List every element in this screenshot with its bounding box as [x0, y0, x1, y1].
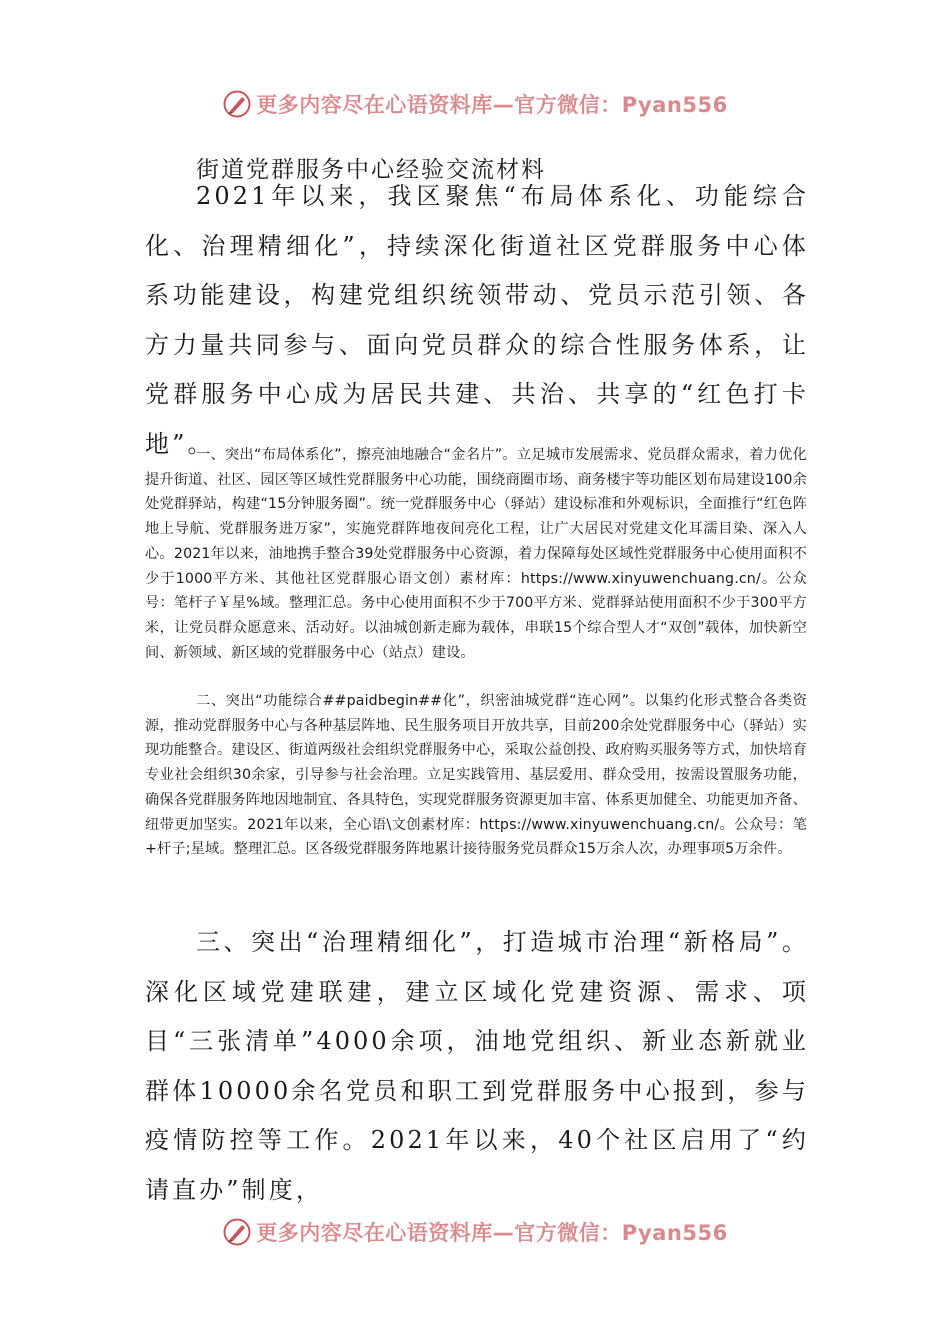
section-three-paragraph: 三、突出“治理精细化”，打造城市治理“新格局”。深化区域党建联建，建立区域化党建资源、需求、项目“三张清单”4000余项，油地党组织、新业态新就业群体10000余名党员和职工到党群服务中心报到，参与疫情防控等工作。2021年以来，40个社区启用了“约请直办”制度，: [145, 928, 809, 1204]
section-two-paragraph: 二、突出“功能综合##paidbegin##化”，织密油城党群“连心网”。以集约化形式整合各类资源，推动党群服务中心与各种基层阵地、民生服务项目开放共享，目前200余处党群服务中心（驿站）实现功能整合。建设区、街道两级社会组织党群服务中心，采取公益创投、政府购买服务等方式，加快培育专业社会组织30余家，引导参与社会治理。立足实践管用、基层爱用、群众受用，按需设置服务功能，确保各党群服务阵地因地制宜、各具特色，实现党群服务资源更加丰富、体系更加健全、功能更加齐备、纽带更加坚实。2021年以来，全心语\文创素材库：https://www.xinyuwenchuang.cn/。公众号：笔+杆子;星域。整理汇总。区各级党群服务阵地累计接待服务党员群众15万余人次，办理事项5万余件。: [145, 693, 807, 858]
pen-logo-icon: [222, 1217, 252, 1247]
watermark-text: 更多内容尽在心语资料库—官方微信：Pyan556: [256, 1221, 728, 1245]
document-title: 街道党群服务中心经验交流材料: [196, 157, 546, 183]
watermark-text: 更多内容尽在心语资料库—官方微信：Pyan556: [256, 93, 728, 117]
footer-watermark: [0, 1212, 950, 1252]
pen-logo-icon: [222, 89, 252, 119]
intro-paragraph: 2021年以来，我区聚焦“布局体系化、功能综合化、治理精细化”，持续深化街道社区党群服务中心体系功能建设，构建党组织统领带动、党员示范引领、各方力量共同参与、面向党员群众的综合性服务体系，让党群服务中心成为居民共建、共治、共享的“红色打卡地”。: [145, 182, 809, 458]
header-watermark: [0, 84, 950, 124]
section-one-paragraph: 一、突出“布局体系化”，擦亮油地融合“金名片”。立足城市发展需求、党员群众需求，着力优化提升街道、社区、园区等区域性党群服务中心功能，围绕商圈市场、商务楼宇等功能区划布局建设100余处党群驿站，构建“15分钟服务圈”。统一党群服务中心（驿站）建设标准和外观标识，全面推行“红色阵地上导航、党群服务进万家”，实施党群阵地夜间亮化工程，让广大居民对党建文化耳濡目染、深入人心。2021年以来，油地携手整合39处党群服务中心资源，着力保障每处区域性党群服务中心使用面积不少于1000平方米、其他社区党群服心语文创）素材库：https://www.xinyuwenchuang.cn/。公众号：笔杆子￥星%域。整理汇总。务中心使用面积不少于700平方米、党群驿站使用面积不少于300平方米，让党员群众愿意来、活动好。以油城创新走廊为载体，串联15个综合型人才“双创”载体，加快新空间、新领域、新区域的党群服务中心（站点）建设。: [145, 447, 807, 661]
